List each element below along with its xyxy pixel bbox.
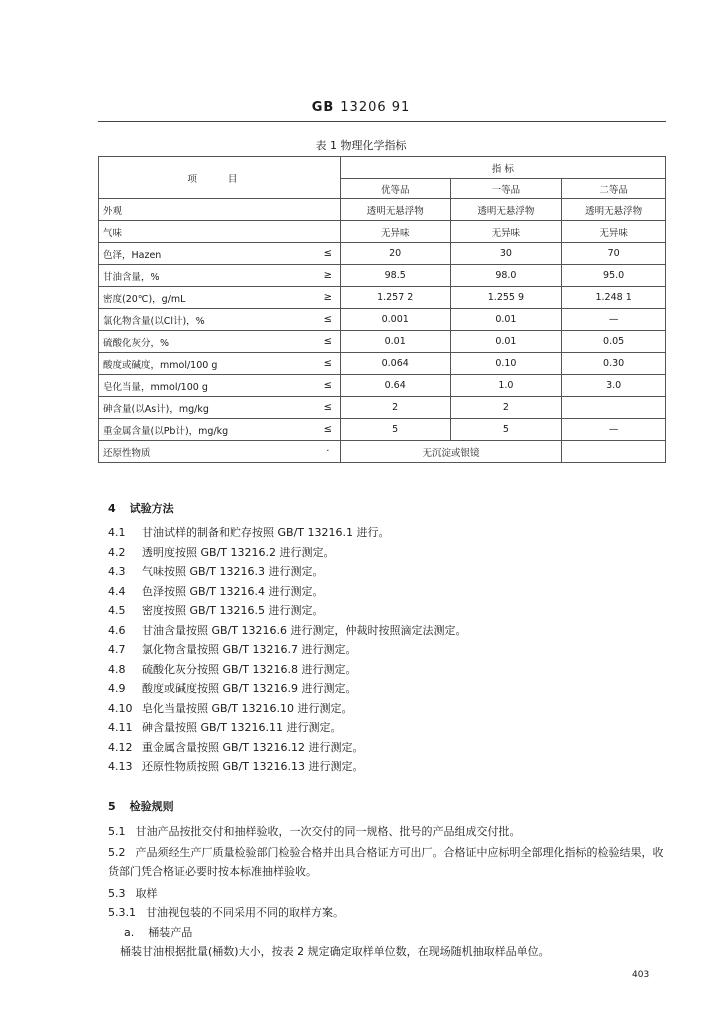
clause-5-3-1: 5.3.1 甘油视包装的不同采用不同的取样方案。 (108, 906, 344, 919)
table-row (99, 353, 666, 375)
row-name: 密度(20℃)，g/mL (99, 287, 316, 309)
table-row (99, 375, 666, 397)
row-value: 0.01 (450, 331, 562, 353)
table-row (99, 265, 666, 287)
row-merged-value: 无沉淀或银镜 (340, 441, 561, 463)
clause-number: 4.1 (108, 526, 126, 539)
row-name: 外观 (99, 199, 316, 221)
clause-item (108, 544, 334, 560)
row-value: 1.257 2 (340, 287, 450, 309)
row-op: ≤ (316, 309, 340, 331)
row-value: 98.0 (450, 265, 562, 287)
row-op: ≤ (316, 397, 340, 419)
clause-5-2: 5.2 产品须经生产厂质量检验部门检验合格并出具合格证方可出厂。合格证中应标明全部理化指标的检验结果，收货部门凭合格证必要时按本标准抽样验收。 (108, 846, 664, 878)
section-4-title: 4 试验方法 (108, 502, 174, 515)
row-op: ≤ (316, 419, 340, 441)
clause-number: 4.5 (108, 604, 126, 617)
row-name: 酸度或碱度，mmol/100 g (99, 353, 316, 375)
clause-item (108, 641, 356, 657)
table-row (99, 331, 666, 353)
row-value: 5 (450, 419, 562, 441)
row-value (562, 441, 666, 463)
clause-number: 4.3 (108, 565, 126, 578)
clause-number: 4.6 (108, 623, 126, 637)
grade-header: 二等品 (562, 179, 666, 199)
clause-item (108, 622, 466, 638)
clause-item (108, 602, 323, 618)
clause-item (108, 583, 323, 599)
row-value: 1.0 (450, 375, 562, 397)
row-value: 5 (340, 419, 450, 441)
clause-text: 色泽按照 GB/T 13216.4 进行测定。 (142, 584, 324, 598)
row-value: 20 (340, 243, 450, 265)
clause-text: 甘油试样的制备和贮存按照 GB/T 13216.1 进行。 (142, 526, 390, 539)
clause-text: 密度按照 GB/T 13216.5 进行测定。 (142, 604, 324, 617)
standard-number: 13206 91 (340, 100, 411, 115)
clause-item (108, 563, 323, 579)
row-op: · (316, 441, 340, 463)
group-header: 指 标 (340, 157, 665, 179)
clause-text: 甘油含量按照 GB/T 13216.6 进行测定，仲裁时按照滴定法测定。 (142, 623, 467, 637)
clause-text: 硫酸化灰分按照 GB/T 13216.8 进行测定。 (142, 662, 357, 676)
table-row (99, 309, 666, 331)
standard-code: GB (311, 100, 335, 115)
row-value: 2 (450, 397, 562, 419)
row-value: 无异味 (562, 221, 666, 243)
clause-item (108, 661, 356, 677)
row-value (562, 397, 666, 419)
table-row (99, 243, 666, 265)
clause-number: 4.10 (108, 701, 133, 715)
clause-text: 酸度或碱度按照 GB/T 13216.9 进行测定。 (142, 682, 357, 695)
row-value: 0.064 (340, 353, 450, 375)
row-value: 70 (562, 243, 666, 265)
row-op (316, 199, 340, 221)
row-value: 1.248 1 (562, 287, 666, 309)
clause-text: 重金属含量按照 GB/T 13216.12 进行测定。 (142, 740, 364, 754)
standard-header (0, 100, 722, 115)
table-row (99, 199, 666, 221)
row-value: 0.05 (562, 331, 666, 353)
table-row (99, 221, 666, 243)
clause-number: 4.12 (108, 740, 133, 754)
row-name: 砷含量(以As计)，mg/kg (99, 397, 316, 419)
clause-text: 透明度按照 GB/T 13216.2 进行测定。 (142, 545, 335, 559)
row-value: 2 (340, 397, 450, 419)
spec-table (98, 156, 666, 463)
clause-number: 4.4 (108, 584, 126, 598)
item-a: a. 桶装产品 (124, 926, 193, 939)
clause-5-1: 5.1 甘油产品按批交付和抽样验收，一次交付的同一规格、批号的产品组成交付批。 (108, 825, 521, 838)
clause-item (108, 524, 389, 540)
grade-header: 优等品 (340, 179, 450, 199)
clause-text: 气味按照 GB/T 13216.3 进行测定。 (142, 565, 324, 578)
clause-number: 4.11 (108, 721, 133, 734)
row-op: ≥ (316, 287, 340, 309)
clause-item (108, 758, 363, 774)
row-name: 还原性物质 (99, 441, 316, 463)
row-name: 氯化物含量(以Cl计)，% (99, 309, 316, 331)
row-value: 透明无悬浮物 (562, 199, 666, 221)
page-number: 403 (632, 970, 650, 980)
row-value: — (562, 419, 666, 441)
spec-table-body (99, 199, 666, 441)
table-caption: 表 1 物理化学指标 (315, 139, 407, 152)
header-rule (98, 121, 666, 122)
table-row (99, 419, 666, 441)
row-value: 0.10 (450, 353, 562, 375)
section-5-title: 5 检验规则 (108, 800, 174, 813)
clause-number: 4.9 (108, 682, 126, 695)
row-value: 无异味 (340, 221, 450, 243)
clause-item (108, 700, 352, 716)
row-name: 重金属含量(以Pb计)，mg/kg (99, 419, 316, 441)
row-value: 0.001 (340, 309, 450, 331)
row-op: ≤ (316, 331, 340, 353)
row-value: 95.0 (562, 265, 666, 287)
clause-item (108, 719, 341, 735)
row-op: ≤ (316, 353, 340, 375)
item-header: 项 目 (99, 157, 341, 199)
clause-number: 4.7 (108, 643, 126, 656)
row-value: 98.5 (340, 265, 450, 287)
row-name: 气味 (99, 221, 316, 243)
row-value: 0.30 (562, 353, 666, 375)
table-row (99, 397, 666, 419)
clause-text: 皂化当量按照 GB/T 13216.10 进行测定。 (142, 701, 353, 715)
clause-item (108, 739, 363, 755)
row-value: — (562, 309, 666, 331)
clause-item (108, 680, 356, 696)
row-value: 0.01 (450, 309, 562, 331)
row-value: 透明无悬浮物 (340, 199, 450, 221)
row-value: 透明无悬浮物 (450, 199, 562, 221)
row-value: 30 (450, 243, 562, 265)
row-name: 甘油含量，% (99, 265, 316, 287)
row-op (316, 221, 340, 243)
clause-number: 4.2 (108, 545, 126, 559)
clause-number: 4.8 (108, 662, 126, 676)
grade-header: 一等品 (450, 179, 562, 199)
row-name: 皂化当量，mmol/100 g (99, 375, 316, 397)
row-value: 0.64 (340, 375, 450, 397)
clause-5-3: 5.3 取样 (108, 887, 158, 900)
paragraph-sampling: 桶装甘油根据批量(桶数)大小，按表 2 规定确定取样单位数，在现场随机抽取样品单位。 (120, 945, 550, 958)
clause-number: 4.13 (108, 760, 133, 773)
clause-text: 氯化物含量按照 GB/T 13216.7 进行测定。 (142, 643, 357, 656)
row-op: ≥ (316, 265, 340, 287)
row-name: 硫酸化灰分，% (99, 331, 316, 353)
row-value: 3.0 (562, 375, 666, 397)
clause-text: 砷含量按照 GB/T 13216.11 进行测定。 (142, 721, 342, 734)
row-value: 无异味 (450, 221, 562, 243)
row-value: 1.255 9 (450, 287, 562, 309)
table-row (99, 287, 666, 309)
clause-text: 还原性物质按照 GB/T 13216.13 进行测定。 (142, 760, 364, 773)
row-op: ≤ (316, 375, 340, 397)
row-op: ≤ (316, 243, 340, 265)
row-name: 色泽，Hazen (99, 243, 316, 265)
row-value: 0.01 (340, 331, 450, 353)
